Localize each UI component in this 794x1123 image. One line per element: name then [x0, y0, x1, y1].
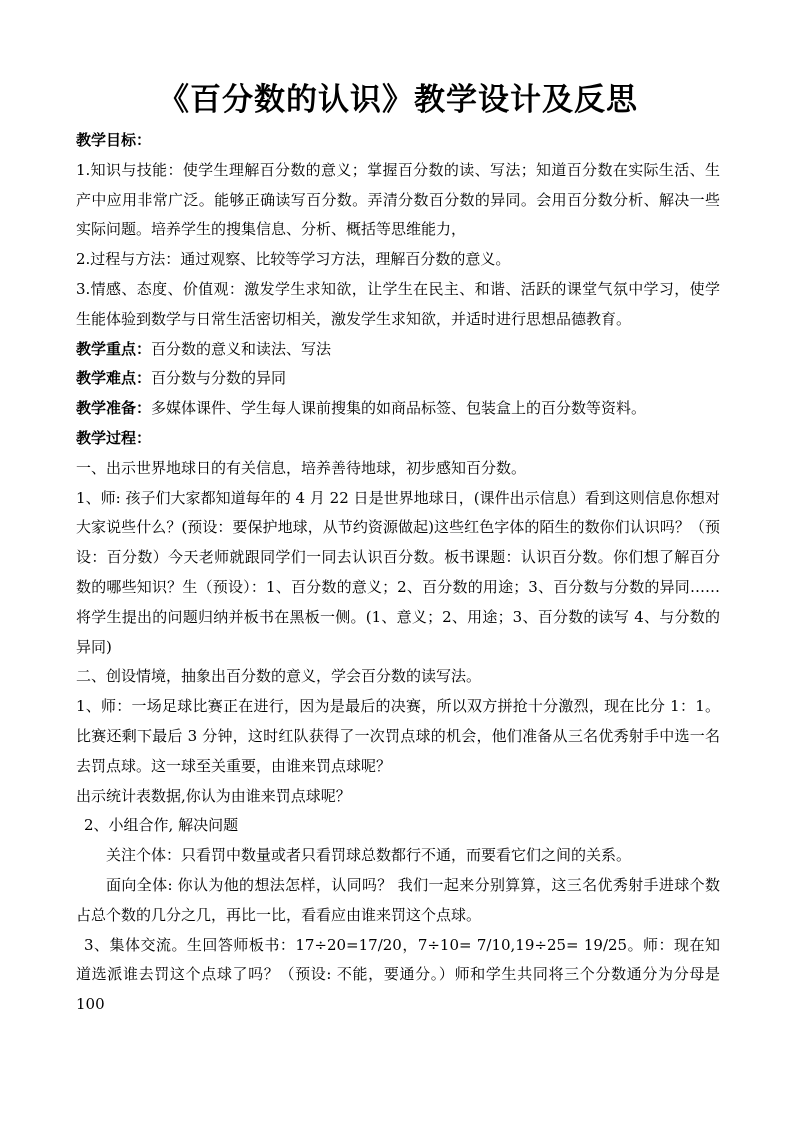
section-two-heading: 二、创设情境，抽象出百分数的意义，学会百分数的读写法。 — [76, 667, 482, 686]
preparation-label: 教学准备： — [76, 399, 152, 418]
preparation-text: 多媒体课件、学生每人课前搜集的如商品标签、包装盒上的百分数等资料。 — [151, 399, 647, 418]
difficulty-label: 教学难点： — [76, 369, 152, 388]
difficulty-text: 百分数与分数的异同 — [151, 369, 287, 388]
section-two-paragraph-2: 出示统计表数据,你认为由谁来罚点球呢？ — [76, 786, 351, 805]
document-title: 《百分数的认识》教学设计及反思 — [158, 82, 638, 118]
section-two-paragraph-1: 1、师：一场足球比赛正在进行，因为是最后的决赛，所以双方拼抢十分激烈，现在比分 1：1。比赛还剩下最后 3 分钟，这时红队获得了一次罚点球的机会，他们准备从三名优秀射手中选一名去罚点球。这一球至关重要，由谁来罚点球呢？ — [76, 697, 720, 775]
document-page — [76, 78, 736, 1020]
goal-emotion: 3.情感、态度、价值观：激发学生求知欲，让学生在民主、和谐、活跃的课堂气氛中学习，使学生能体验到数学与日常生活密切相关，激发学生求知欲，并适时进行思想品德教育。 — [76, 279, 720, 328]
process-heading: 教学过程： — [76, 428, 152, 447]
goal-process: 2.过程与方法：通过观察、比较等学习方法，理解百分数的意义。 — [76, 250, 511, 269]
section-two-paragraph-6: 3、集体交流。生回答师板书：17÷20=17/20，7÷10= 7/10,19÷25= 19/25。师：现在知道选派谁去罚这个点球了吗？（预设: 不能，要通分。）师和学生共同将三个分数通分为分母是 100 — [76, 935, 720, 1014]
document-body — [76, 126, 736, 1020]
goals-heading: 教学目标： — [76, 131, 152, 149]
key-point-label: 教学重点： — [76, 339, 152, 358]
section-one-heading: 一、出示世界地球日的有关信息，培养善待地球，初步感知百分数。 — [76, 458, 527, 477]
preparation — [76, 394, 720, 424]
section-two-paragraph-5: 面向全体: 你认为他的想法怎样，认同吗？ 我们一起来分别算算，这三名优秀射手进球个数占总个数的几分之几，再比一比，看看应由谁来罚这个点球。 — [76, 875, 720, 924]
difficulty — [76, 364, 720, 394]
section-two-paragraph-3: 2、小组合作, 解决问题 — [84, 816, 239, 835]
key-point-text: 百分数的意义和读法、写法 — [151, 339, 332, 358]
section-one-paragraph: 1、师: 孩子们大家都知道每年的 4 月 22 日是世界地球日，(课件出示信息）看到这则信息你想对大家说些什么？(预设：要保护地球，从节约资源做起)这些红色字体的陌生的数你们认识吗？（预设：百分数）今天老师就跟同学们一同去认识百分数。板书课题：认识百分数。你们想了解百分数的哪些知识？生（预设）：1、百分数的意义；2、百分数的用途；3、百分数与分数的异同…… 将学生提出的问题归纳并板书在黑板一侧。(1、意义；2、用途；3、百分数的读写 4、与分数的异同) — [76, 488, 736, 656]
section-two-paragraph-4: 关注个体：只看罚中数量或者只看罚球总数都行不通，而要看它们之间的关系。 — [106, 846, 632, 865]
goal-knowledge: 1.知识与技能：使学生理解百分数的意义；掌握百分数的读、写法；知道百分数在实际生活、生产中应用非常广泛。能够正确读写百分数。弄清分数百分数的异同。会用百分数分析、解决一些实际问题。培养学生的搜集信息、分析、概括等思维能力， — [76, 160, 720, 239]
key-point — [76, 335, 720, 365]
